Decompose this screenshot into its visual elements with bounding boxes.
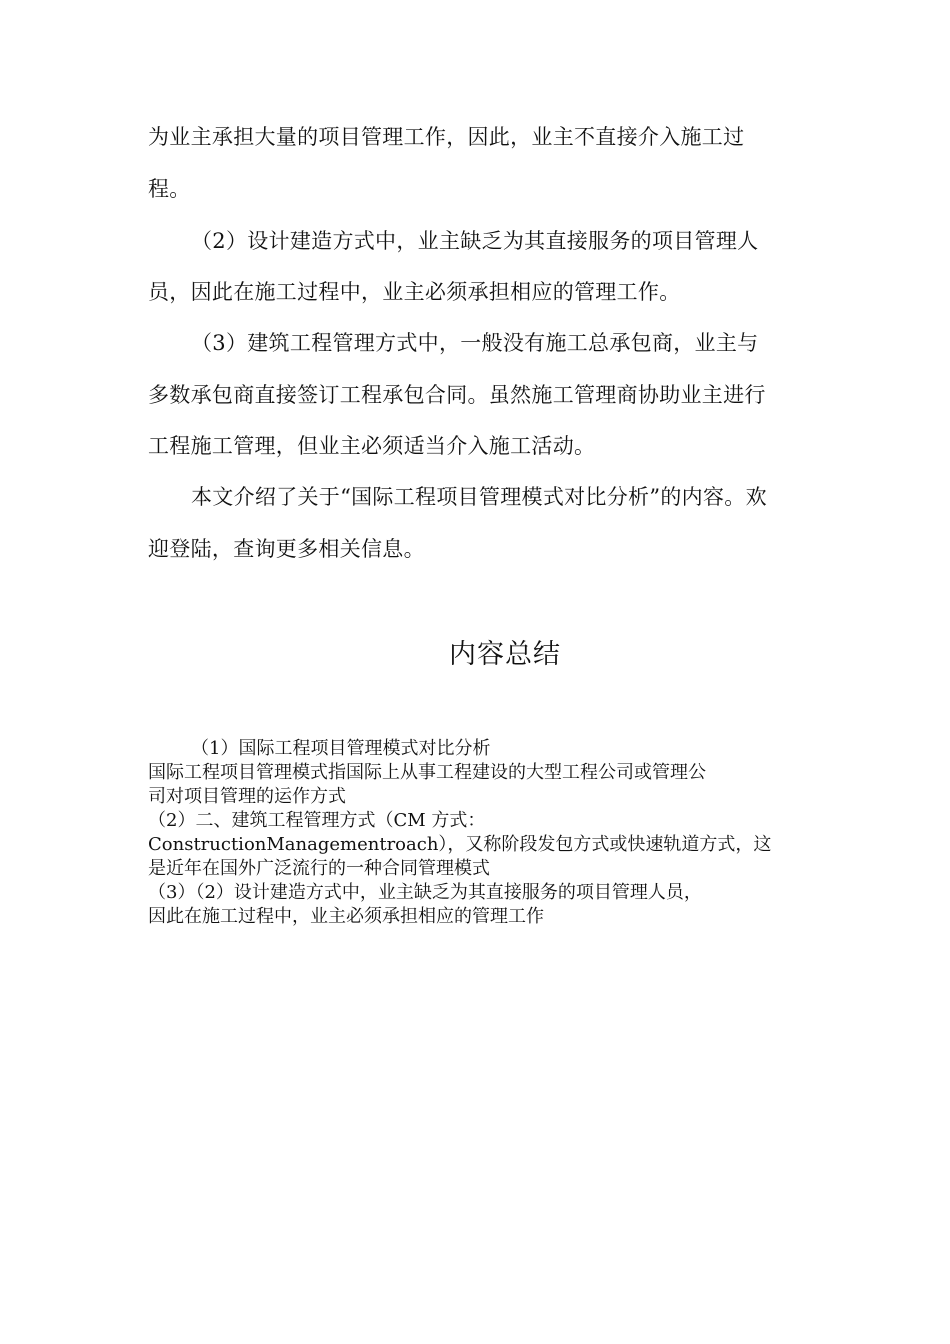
body-line-9: 迎登陆，查询更多相关信息。: [148, 537, 425, 561]
body-line-2: 程。: [148, 177, 191, 201]
body-line-6: 多数承包商直接签订工程承包合同。虽然施工管理商协助业主进行: [148, 383, 766, 407]
body-line-7: 工程施工管理，但业主必须适当介入施工活动。: [148, 434, 596, 458]
summary-title: 内容总结: [449, 639, 561, 670]
summary-line-3: 司对项目管理的运作方式: [148, 786, 346, 807]
body-line-8: 本文介绍了关于“国际工程项目管理模式对比分析”的内容。欢: [191, 485, 767, 509]
summary-line-2: 国际工程项目管理模式指国际上从事工程建设的大型工程公司或管理公: [148, 762, 706, 783]
body-line-3: （2）设计建造方式中，业主缺乏为其直接服务的项目管理人: [191, 229, 759, 253]
summary-line-8: 因此在施工过程中，业主必须承担相应的管理工作: [148, 906, 544, 927]
body-line-5: （3）建筑工程管理方式中，一般没有施工总承包商，业主与: [191, 331, 759, 355]
summary-line-6: 是近年在国外广泛流行的一种合同管理模式: [148, 858, 490, 879]
summary-line-5: ConstructionManagementroach），又称阶段发包方式或快速轨道方式，这: [148, 834, 772, 855]
summary-line-4: （2）二、建筑工程管理方式（CM 方式：: [148, 810, 486, 831]
body-line-1: 为业主承担大量的项目管理工作，因此，业主不直接介入施工过: [148, 125, 745, 149]
summary-line-1: （1）国际工程项目管理模式对比分析: [191, 738, 491, 759]
body-line-4: 员，因此在施工过程中，业主必须承担相应的管理工作。: [148, 280, 681, 304]
summary-line-7: （3）（2）设计建造方式中，业主缺乏为其直接服务的项目管理人员，: [148, 882, 702, 903]
